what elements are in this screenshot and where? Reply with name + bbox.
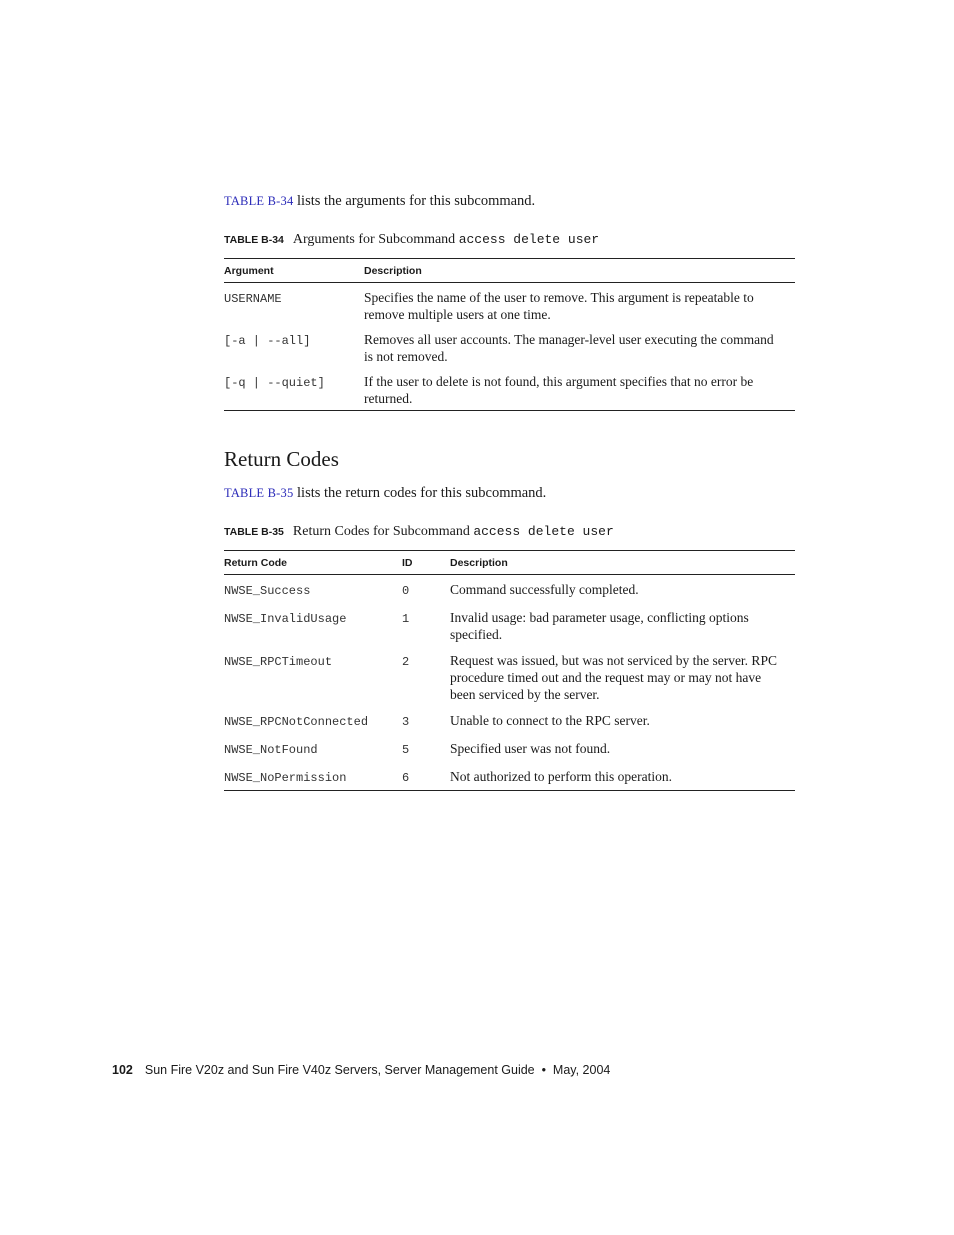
argument-name: [-q | --quiet] bbox=[224, 376, 325, 390]
intro-text: lists the return codes for this subcommand. bbox=[293, 485, 547, 501]
column-header: ID bbox=[402, 551, 450, 575]
return-id: 0 bbox=[402, 584, 410, 598]
table-title-code: access delete user bbox=[473, 524, 614, 539]
table-b35-link[interactable]: TABLE B-35 bbox=[224, 486, 294, 500]
arguments-table bbox=[224, 258, 795, 411]
return-description: Invalid usage: bad parameter usage, conflicting options specified. bbox=[450, 610, 749, 642]
column-header: Argument bbox=[224, 259, 364, 283]
table-b35-caption bbox=[224, 523, 614, 541]
table-row bbox=[224, 768, 795, 791]
intro-paragraph-return-codes bbox=[224, 484, 546, 502]
table-b34-link[interactable]: TABLE B-34 bbox=[224, 194, 294, 208]
table-title: Arguments for Subcommand bbox=[292, 232, 459, 247]
return-id: 5 bbox=[402, 743, 410, 757]
table-title: Return Codes for Subcommand bbox=[292, 524, 474, 539]
section-heading: Return Codes bbox=[224, 447, 339, 471]
table-header-row bbox=[224, 551, 795, 575]
table-title-code: access delete user bbox=[458, 232, 600, 247]
argument-name: [-a | --all] bbox=[224, 334, 311, 348]
column-header: Description bbox=[450, 551, 795, 575]
column-header: Description bbox=[364, 259, 795, 283]
footer-text: Sun Fire V20z and Sun Fire V40z Servers, Server Management Guide • May, 2004 bbox=[144, 1063, 611, 1077]
return-code: NWSE_RPCTimeout bbox=[224, 655, 333, 669]
return-code: NWSE_RPCNotConnected bbox=[224, 715, 369, 729]
return-code: NWSE_NoPermission bbox=[224, 771, 347, 785]
return-description: Unable to connect to the RPC server. bbox=[450, 713, 650, 728]
table-row bbox=[224, 331, 795, 373]
return-id: 2 bbox=[402, 655, 410, 669]
return-description: Specified user was not found. bbox=[450, 741, 611, 756]
table-row bbox=[224, 575, 795, 610]
table-b34-caption bbox=[224, 231, 599, 249]
table-row bbox=[224, 652, 795, 712]
table-number: TABLE B-35 bbox=[224, 526, 284, 538]
intro-paragraph-arguments bbox=[224, 192, 535, 210]
argument-description: Specifies the name of the user to remove. This argument is repeatable to remove multiple users at one time. bbox=[364, 290, 754, 322]
table-header-row bbox=[224, 259, 795, 283]
return-code: NWSE_Success bbox=[224, 584, 311, 598]
return-description: Not authorized to perform this operation. bbox=[450, 768, 795, 791]
table-row bbox=[224, 373, 795, 411]
intro-text: lists the arguments for this subcommand. bbox=[293, 193, 536, 209]
table-row bbox=[224, 283, 795, 332]
return-description: Command successfully completed. bbox=[450, 582, 639, 597]
return-id: 1 bbox=[402, 612, 410, 626]
return-codes-table bbox=[224, 550, 795, 791]
return-id: 6 bbox=[402, 771, 410, 785]
argument-name: USERNAME bbox=[224, 292, 282, 306]
page-number: 102 bbox=[112, 1063, 133, 1077]
table-row bbox=[224, 712, 795, 740]
argument-description: If the user to delete is not found, this argument specifies that no error be returned. bbox=[364, 373, 795, 411]
return-description: Request was issued, but was not serviced by the server. RPC procedure timed out and the request may or may not have been serviced by the server. bbox=[450, 653, 777, 702]
return-id: 3 bbox=[402, 715, 410, 729]
return-code: NWSE_InvalidUsage bbox=[224, 612, 347, 626]
table-row bbox=[224, 740, 795, 768]
column-header: Return Code bbox=[224, 551, 402, 575]
table-number: TABLE B-34 bbox=[224, 234, 284, 246]
return-code: NWSE_NotFound bbox=[224, 743, 318, 757]
argument-description: Removes all user accounts. The manager-level user executing the command is not removed. bbox=[364, 332, 774, 364]
page-footer bbox=[112, 1063, 610, 1077]
table-row bbox=[224, 609, 795, 652]
